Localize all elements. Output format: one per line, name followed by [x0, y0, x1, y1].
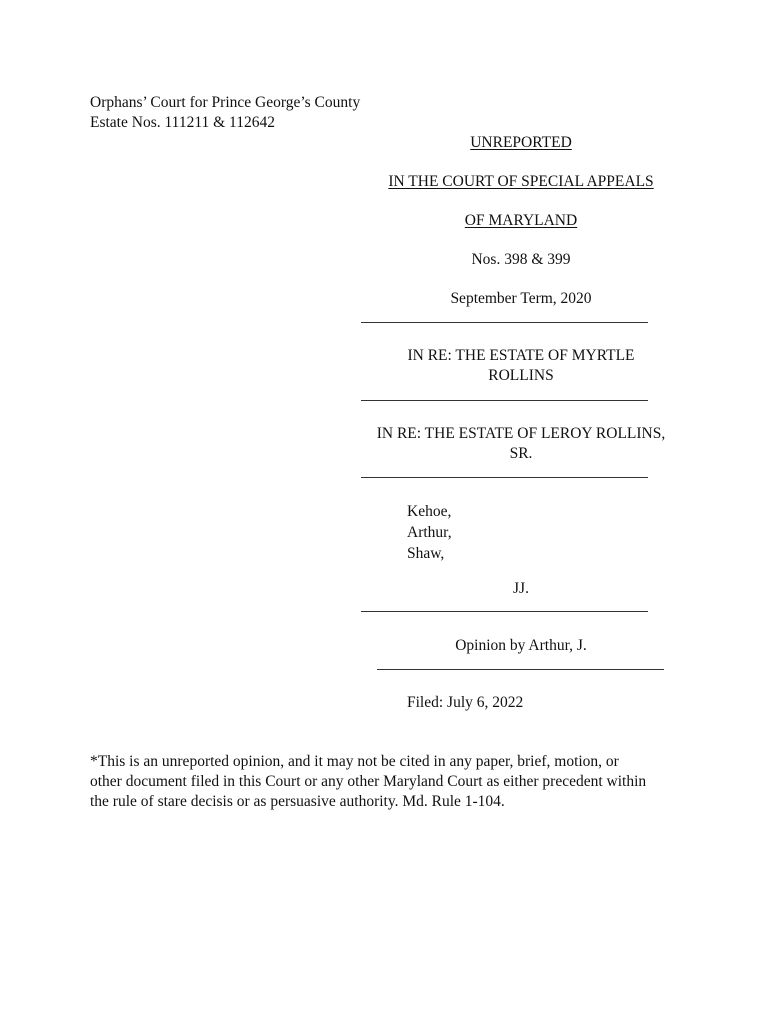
judges-panel — [407, 501, 452, 564]
case-title-first — [360, 346, 682, 386]
case-title-second — [360, 424, 682, 464]
court-heading: IN THE COURT OF SPECIAL APPEALS — [388, 173, 654, 190]
divider — [361, 322, 648, 323]
footnote-line: the rule of stare decisis or as persuasive authority. Md. Rule 1-104. — [90, 793, 505, 810]
case-title-second-line1: IN RE: THE ESTATE OF LEROY ROLLINS, — [376, 425, 666, 442]
unreported-footnote — [90, 752, 690, 812]
case-title-first-line1: IN RE: THE ESTATE OF MYRTLE — [407, 347, 635, 364]
case-title-second-line2: SR. — [509, 445, 533, 462]
divider — [377, 669, 664, 670]
judge-name: Arthur, — [407, 524, 452, 541]
divider — [361, 400, 648, 401]
case-numbers: Nos. 398 & 399 — [471, 251, 571, 268]
divider — [361, 477, 648, 478]
estate-numbers: Estate Nos. 111211 & 112642 — [90, 114, 275, 131]
judge-name: Shaw, — [407, 545, 445, 562]
filed-date: Filed: July 6, 2022 — [407, 694, 524, 711]
term: September Term, 2020 — [450, 290, 592, 307]
unreported-heading: UNREPORTED — [470, 134, 572, 151]
divider — [361, 611, 648, 612]
footnote-line: *This is an unreported opinion, and it may not be cited in any paper, brief, motion, or — [90, 753, 619, 770]
footnote-line: other document filed in this Court or any other Maryland Court as either precedent within — [90, 773, 647, 790]
lower-court-name: Orphans’ Court for Prince George’s County — [90, 94, 361, 111]
lower-court-caption — [90, 93, 360, 133]
judges-suffix: JJ. — [513, 580, 529, 597]
opinion-author: Opinion by Arthur, J. — [455, 637, 587, 654]
judge-name: Kehoe, — [407, 503, 452, 520]
case-title-first-line2: ROLLINS — [488, 367, 554, 384]
state-heading: OF MARYLAND — [464, 212, 578, 229]
